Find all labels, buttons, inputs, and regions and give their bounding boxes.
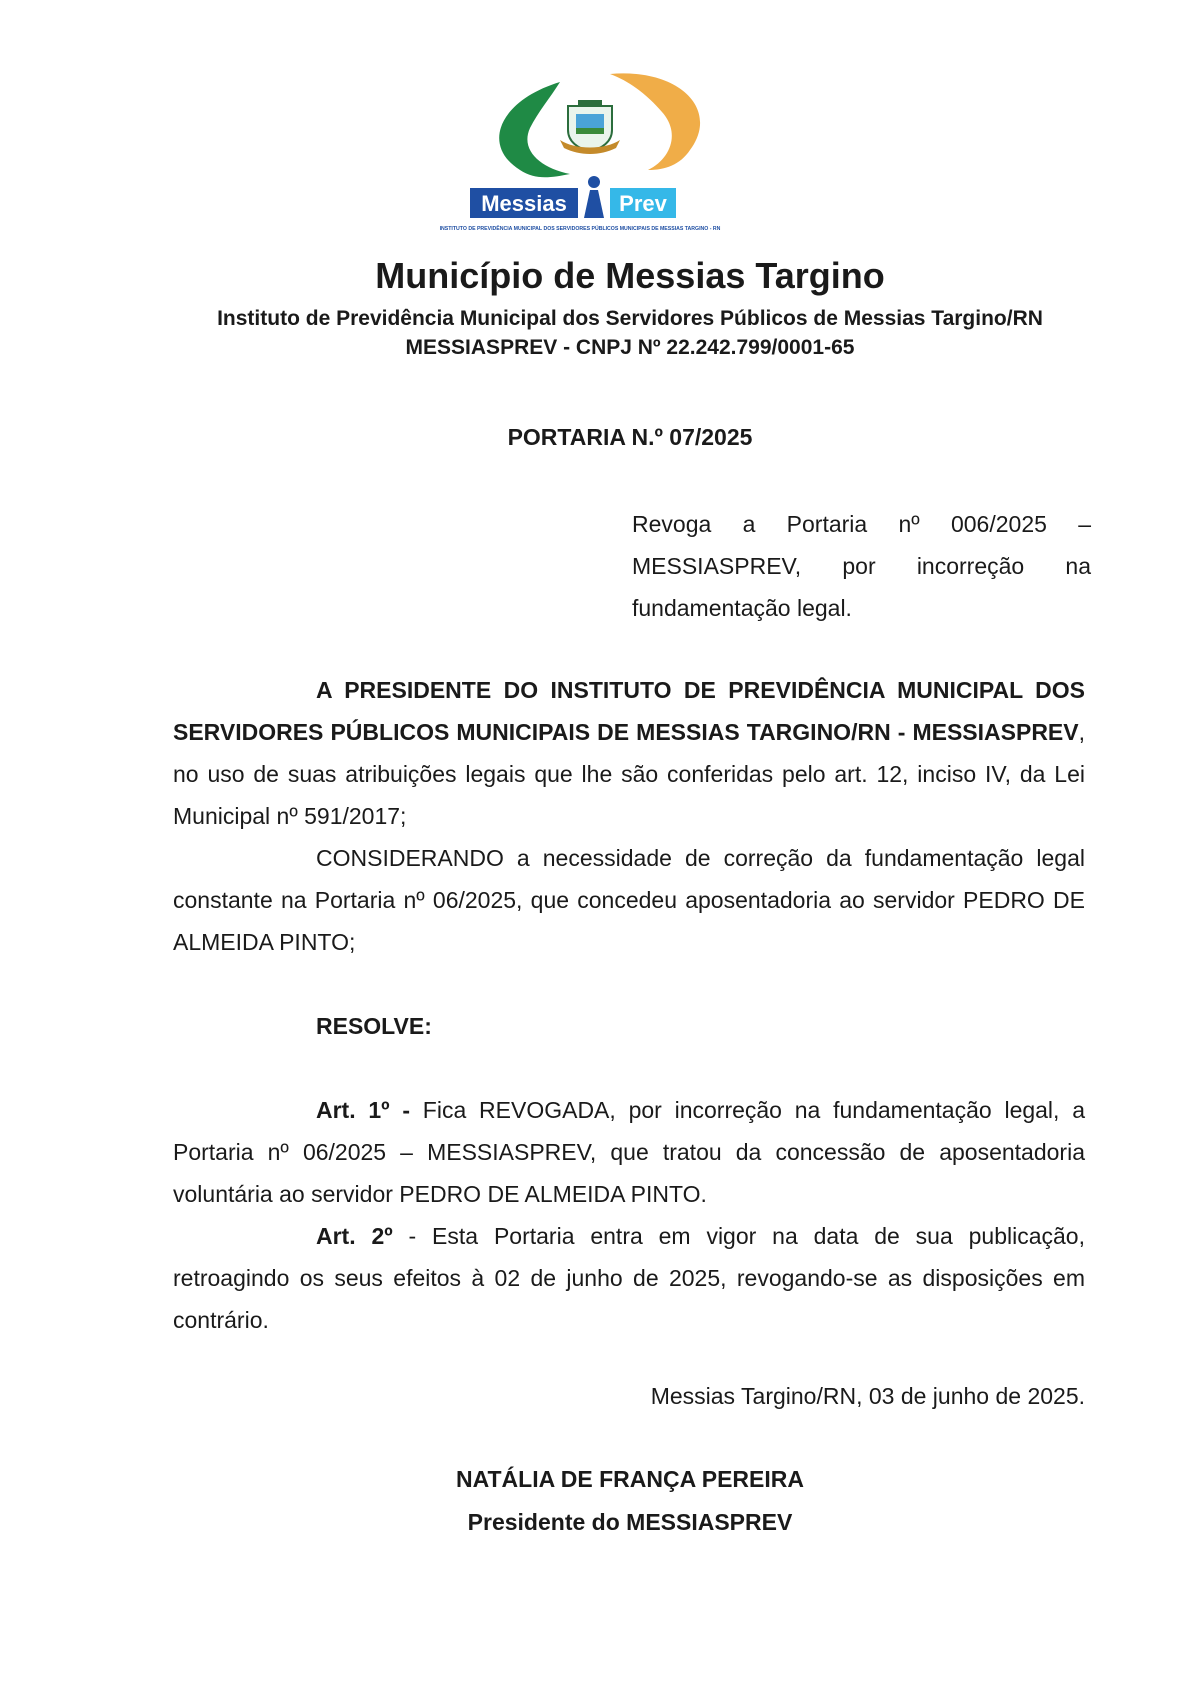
logo-graphic xyxy=(440,70,800,260)
preamble-paragraph xyxy=(173,669,1085,837)
orange-swoosh-icon xyxy=(610,73,700,170)
logo-tagline: INSTITUTO DE PREVIDÊNCIA MUNICIPAL DOS SERVIDORES PÚBLICOS MUNICIPAIS DE MESSIAS TARGINO - RN xyxy=(440,226,721,232)
page-title: Município de Messias Targino xyxy=(375,255,885,296)
messiasprev-logo xyxy=(440,70,800,260)
article-1-text: Fica REVOGADA, por incorreção na fundamentação legal, a Portaria nº 06/2025 – MESSIASPREV, que tratou da concessão de aposentadoria voluntária ao servidor PEDRO DE ALMEIDA PINTO. xyxy=(173,1097,1086,1207)
article-1-label: Art. 1º - xyxy=(316,1097,411,1123)
institute-name: Instituto de Previdência Municipal dos Servidores Públicos de Messias Targino/RN xyxy=(217,307,1043,330)
considerando-paragraph: CONSIDERANDO a necessidade de correção da fundamentação legal constante na Portaria nº 06/2025, que concedeu aposentadoria ao servidor PEDRO DE ALMEIDA PINTO; xyxy=(173,845,1085,955)
portaria-title: PORTARIA N.º 07/2025 xyxy=(507,424,753,450)
green-swoosh-icon xyxy=(499,82,570,177)
article-2 xyxy=(173,1215,1085,1341)
article-1 xyxy=(173,1089,1085,1215)
municipal-crest-icon xyxy=(560,100,620,154)
person-figure-icon xyxy=(584,190,604,218)
preamble-text: , no uso de suas atribuições legais que lhe são conferidas pelo art. 12, inciso IV, da Lei Municipal nº 591/2017; xyxy=(173,719,1085,829)
article-2-text: - Esta Portaria entra em vigor na data de sua publicação, retroagindo os seus efeitos à 02 de junho de 2025, revogando-se as disposições em contrário. xyxy=(173,1223,1085,1333)
resolve-heading: RESOLVE: xyxy=(316,1013,432,1039)
logo-brand-left: Messias xyxy=(481,191,567,216)
article-2-label: Art. 2º xyxy=(316,1223,393,1249)
signer-role: Presidente do MESSIASPREV xyxy=(467,1509,793,1535)
cnpj-line: MESSIASPREV - CNPJ Nº 22.242.799/0001-65 xyxy=(405,336,855,359)
logo-brand-right: Prev xyxy=(619,191,667,216)
preamble-authority: A PRESIDENTE DO INSTITUTO DE PREVIDÊNCIA MUNICIPAL DOS SERVIDORES PÚBLICOS MUNICIPAIS DE MESSIAS TARGINO/RN - MESSIASPREV xyxy=(173,677,1085,745)
date-line: Messias Targino/RN, 03 de junho de 2025. xyxy=(650,1383,1085,1409)
signer-name: NATÁLIA DE FRANÇA PEREIRA xyxy=(456,1466,804,1492)
ementa: Revoga a Portaria nº 006/2025 – MESSIASPREV, por incorreção na fundamentação legal. xyxy=(632,511,1091,621)
